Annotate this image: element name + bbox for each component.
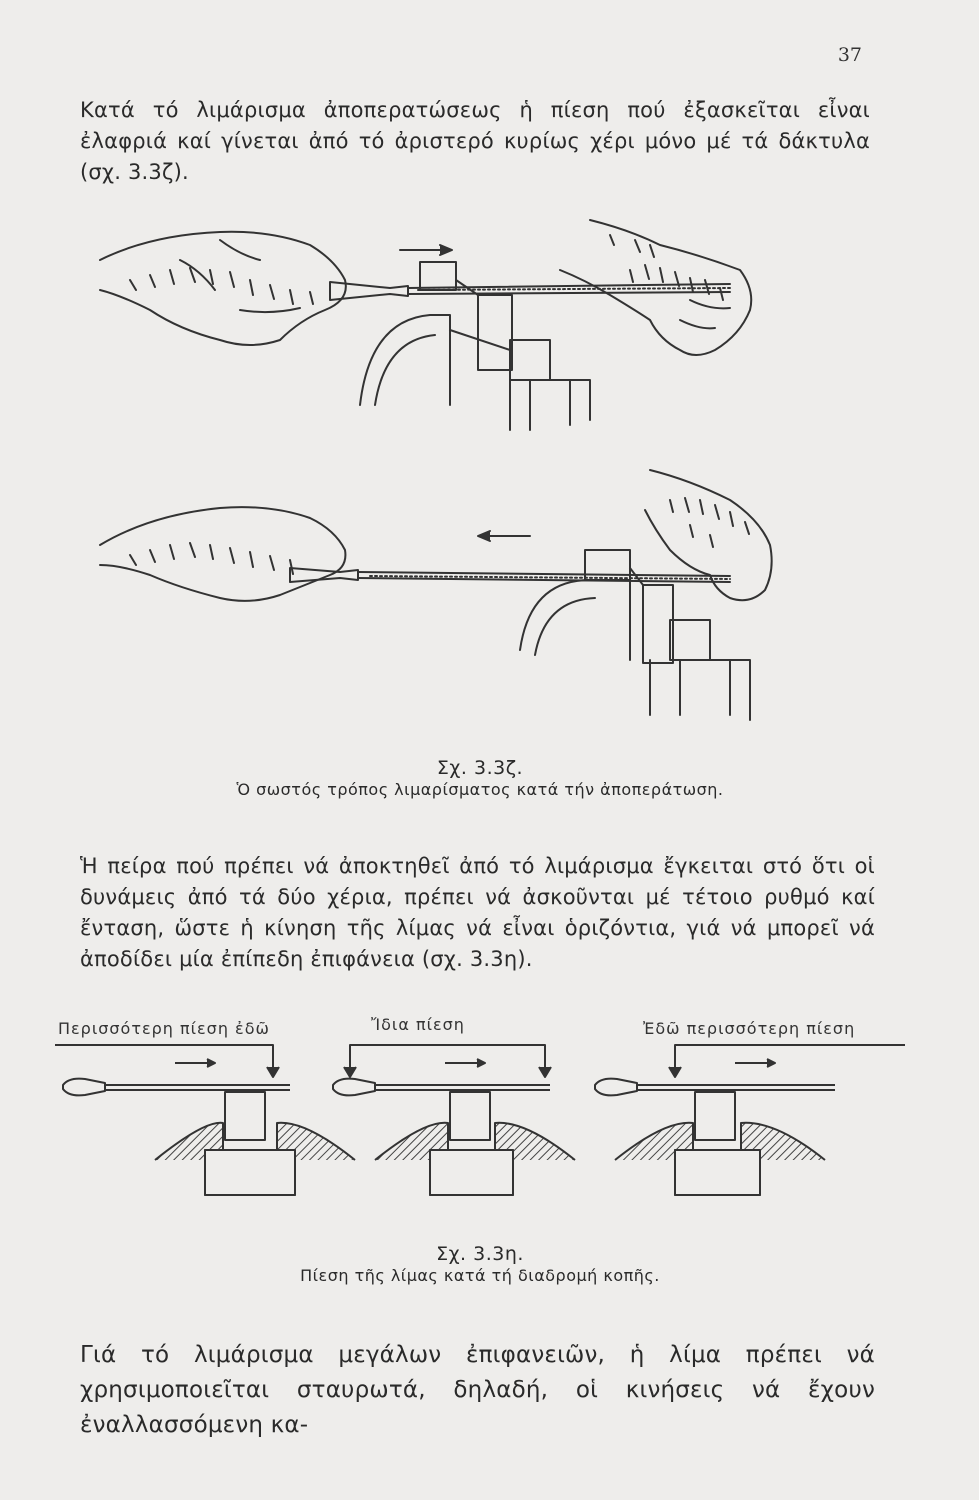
file-lower-icon: [290, 531, 730, 582]
figure-caption-text: Πίεση τῆς λίμας κατά τή διαδρομή κοπῆς.: [300, 1266, 660, 1285]
left-hand-lower-icon: [100, 507, 345, 601]
figure-caption-3-3h: [140, 1243, 820, 1287]
figure-caption-text: Ὁ σωστός τρόπος λιμαρίσματος κατά τήν ἀποπεράτωση.: [236, 780, 724, 799]
file-upper-icon: [330, 245, 730, 300]
figure-file-pressure: [55, 1015, 915, 1215]
paragraph-finishing-filing: Κατά τό λιμάρισμα ἀποπερατώσεως ἡ πίεση πού ἐξασκεῖται εἶναι ἐλαφριά καί γίνεται ἀπό τό ἀριστερό κυρίως χέρι μόνο μέ τά δάκτυλα (σχ. 3.3ζ).: [80, 98, 870, 184]
pressure-stage-middle-icon: [333, 1045, 575, 1195]
figure-filing-hands: [90, 200, 870, 730]
figure-number: Σχ. 3.3η.: [436, 1243, 524, 1265]
paragraph-file-pressure: Ἡ πείρα πού πρέπει νά ἀποκτηθεῖ ἀπό τό λιμάρισμα ἔγκειται στό ὅτι οἱ δυνάμεις ἀπό τά δύο χέρια, πρέπει νά ἀσκοῦνται μέ τέτοιο ρυθμό καί ἔνταση, ὥστε ἡ κίνηση τῆς λίμας νά εἶναι ὁριζόντια, γιά νά μπορεῖ νά ἀποδίδει μία ἐπίπεδη ἐπιφάνεια (σχ. 3.3η).: [80, 854, 875, 971]
pressure-stage-left-icon: [55, 1045, 355, 1195]
pressure-label-right: Ἐδῶ περισσότερη πίεση: [643, 1019, 856, 1038]
paragraph-large-surfaces: Γιά τό λιμάρισμα μεγάλων ἐπιφανειῶν, ἡ λίμα πρέπει νά χρησιμοποιεῖται σταυρωτά, δηλαδή, οἱ κινήσεις νά ἔχουν ἐναλλασσόμενη κα-: [80, 1342, 875, 1438]
pressure-label-middle: Ἴδια πίεση: [371, 1015, 465, 1034]
pressure-label-left: Περισσότερη πίεση ἐδῶ: [58, 1019, 270, 1038]
left-hand-upper-icon: [100, 232, 346, 345]
pressure-stage-right-icon: [595, 1045, 905, 1195]
figure-caption-3-3z: [130, 757, 830, 801]
figure-number: Σχ. 3.3ζ.: [436, 757, 524, 779]
page-number: 37: [837, 44, 862, 66]
